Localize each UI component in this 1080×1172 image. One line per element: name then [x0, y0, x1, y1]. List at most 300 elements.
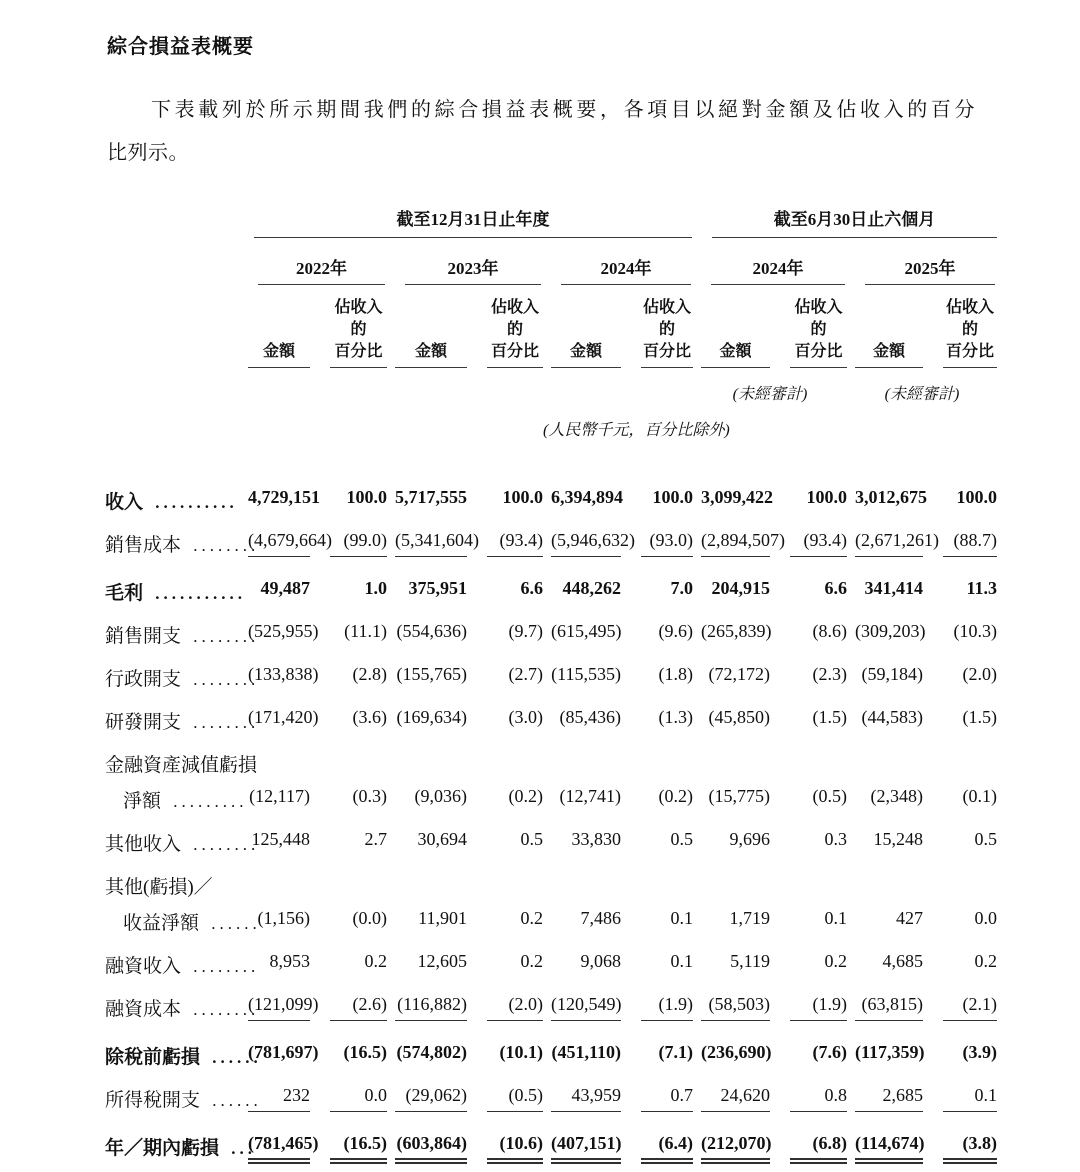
cell-value: (169,634) — [396, 707, 467, 727]
percent-cell — [467, 777, 543, 820]
cell-value: (603,864) — [395, 1133, 467, 1164]
percent-cell — [467, 1119, 543, 1171]
amount-cell — [387, 612, 467, 655]
cell-value: (155,765) — [396, 664, 467, 684]
cell-value: 7,486 — [580, 908, 621, 928]
amount-cell — [543, 1076, 621, 1119]
percent-cell — [467, 1076, 543, 1119]
percent-cell — [770, 820, 847, 863]
percent-cell — [923, 521, 997, 564]
cell-value: 24,620 — [701, 1085, 770, 1112]
percent-cell — [467, 942, 543, 985]
percent-cell — [770, 655, 847, 698]
row-label — [105, 985, 260, 1028]
cell-value: (99.0) — [330, 530, 387, 557]
year-header-2022: 2022年 — [258, 254, 385, 285]
percent-cell — [923, 985, 997, 1028]
amount-cell — [847, 985, 923, 1028]
dot-leader: ........ — [185, 536, 260, 555]
amount-cell — [240, 564, 310, 612]
percent-cell — [621, 985, 693, 1028]
cell-value: 0.2 — [520, 951, 543, 971]
table-row — [105, 612, 997, 655]
dot-leader: ........ — [185, 627, 260, 646]
cell-value: (525,955) — [248, 621, 319, 641]
amount-cell — [543, 612, 621, 655]
percent-cell — [310, 655, 387, 698]
percent-cell — [621, 942, 693, 985]
cell-value: (93.4) — [487, 530, 543, 557]
col-header-amount: 金額 — [543, 297, 621, 368]
unaudited-note: (未經審計) — [732, 386, 808, 403]
cell-value: (114,674) — [855, 1133, 923, 1164]
col-header-amount: 金額 — [693, 297, 770, 368]
amount-cell — [387, 521, 479, 564]
amount-cell — [693, 564, 770, 612]
cell-value: (72,172) — [708, 664, 770, 684]
cell-value: (16.5) — [343, 1042, 387, 1062]
amount-cell — [543, 820, 621, 863]
dot-leader: .......... — [147, 493, 238, 512]
cell-value: 0.3 — [824, 829, 847, 849]
amount-cell — [543, 777, 621, 820]
intro-paragraph-line1: 下表載列於所示期間我們的綜合損益表概要，各項目以絕對金額及佔收入的百分 — [151, 99, 975, 121]
cell-value: (1.5) — [812, 707, 847, 727]
dot-leader: ...... — [203, 914, 261, 933]
cell-value: (0.5) — [487, 1085, 543, 1112]
percent-cell — [467, 564, 543, 612]
cell-value: (121,099) — [248, 994, 310, 1021]
row-label-text: 融資收入 — [105, 956, 182, 977]
amount-cell — [693, 698, 770, 741]
percent-cell — [923, 1028, 997, 1076]
row-label-text: 收益淨額 — [123, 913, 200, 934]
cell-value: 375,951 — [408, 578, 467, 598]
percent-cell — [770, 942, 847, 985]
cell-value: 11,901 — [418, 908, 467, 928]
row-label-text: 除稅前虧損 — [105, 1047, 201, 1068]
amount-cell — [693, 777, 770, 820]
cell-value: (0.2) — [658, 786, 693, 806]
page-title: 綜合損益表概要 — [107, 36, 254, 58]
cell-value: (85,436) — [559, 707, 621, 727]
cell-value: (9.7) — [508, 621, 543, 641]
row-label-text: 研發開支 — [105, 712, 182, 733]
cell-value: (16.5) — [330, 1133, 387, 1164]
amount-cell — [693, 521, 785, 564]
document-page — [0, 30, 1080, 1172]
percent-cell — [310, 564, 387, 612]
cell-value: (45,850) — [708, 707, 770, 727]
percent-cell — [923, 1076, 997, 1119]
cell-value: 204,915 — [711, 578, 770, 598]
amount-cell — [847, 942, 923, 985]
group-header-interim — [712, 205, 997, 238]
amount-cell — [387, 985, 467, 1028]
row-label-text: 金融資產減值虧損 — [105, 755, 258, 776]
amount-cell — [543, 985, 621, 1028]
row-label-text: 淨額 — [123, 791, 162, 812]
unaudited-note: (未經審計) — [884, 386, 960, 403]
cell-value: (265,839) — [701, 621, 772, 641]
table-row — [105, 985, 997, 1028]
cell-value: 100.0 — [346, 487, 387, 507]
amount-cell — [693, 1119, 770, 1171]
cell-value: (15,775) — [708, 786, 770, 806]
table-row — [105, 1028, 997, 1076]
table-row — [105, 820, 997, 863]
percent-cell — [923, 820, 997, 863]
group-header-annual — [254, 205, 692, 238]
cell-value: 100.0 — [806, 487, 847, 507]
cell-value: 2.7 — [364, 829, 387, 849]
row-label — [105, 899, 261, 942]
percent-cell — [923, 777, 997, 820]
cell-value: (407,151) — [551, 1133, 621, 1164]
amount-cell — [847, 612, 926, 655]
percent-cell — [621, 1119, 693, 1171]
cell-value: (171,420) — [248, 707, 319, 727]
amount-cell — [387, 1119, 467, 1171]
cell-value: 3,012,675 — [855, 487, 927, 507]
percent-cell — [621, 899, 693, 942]
dot-leader: ......... — [165, 792, 248, 811]
row-label — [105, 564, 247, 612]
amount-cell — [240, 985, 319, 1028]
dot-leader: ........... — [147, 584, 247, 603]
amount-cell — [240, 655, 319, 698]
cell-value: 0.0 — [974, 908, 997, 928]
percent-cell — [621, 820, 693, 863]
percent-cell — [621, 478, 693, 521]
amount-cell — [847, 698, 923, 741]
cell-value: 1.0 — [364, 578, 387, 598]
amount-cell — [847, 1119, 923, 1171]
amount-cell — [387, 698, 467, 741]
percent-cell — [923, 478, 997, 521]
row-label — [105, 1028, 262, 1076]
table-row — [105, 1076, 997, 1119]
cell-value: (3.0) — [508, 707, 543, 727]
cell-value: 12,605 — [417, 951, 467, 971]
amount-cell — [240, 698, 319, 741]
cell-value: (1,156) — [257, 908, 310, 928]
cell-value: 0.0 — [330, 1085, 387, 1112]
row-label — [105, 478, 240, 521]
col-header-percent: 佔收入的 百分比 — [310, 297, 387, 368]
col-header-amount: 金額 — [847, 297, 923, 368]
amount-cell — [387, 564, 467, 612]
col-header-percent: 佔收入的 百分比 — [923, 297, 997, 368]
cell-value: (0.2) — [508, 786, 543, 806]
percent-cell — [310, 777, 387, 820]
col-header-amount: 金額 — [240, 297, 310, 368]
percent-cell — [923, 612, 997, 655]
amount-cell — [387, 1076, 467, 1119]
percent-cell — [310, 942, 387, 985]
amount-cell — [847, 1028, 923, 1076]
amount-cell — [847, 899, 923, 942]
cell-value: (117,359) — [855, 1042, 925, 1062]
percent-cell — [467, 820, 543, 863]
cell-value: 2,685 — [855, 1085, 923, 1112]
row-label-text: 年／期內虧損 — [105, 1138, 220, 1159]
cell-value: (3.8) — [943, 1133, 997, 1164]
table-row — [105, 777, 997, 820]
dot-leader: ........ — [185, 957, 260, 976]
row-label-text: 銷售開支 — [105, 626, 182, 647]
row-label-text: 銷售成本 — [105, 535, 182, 556]
percent-cell — [770, 521, 847, 564]
cell-value: (44,583) — [861, 707, 923, 727]
table-row — [105, 1119, 997, 1171]
percent-cell — [770, 612, 847, 655]
row-label — [105, 521, 260, 564]
cell-value: 6,394,894 — [551, 487, 623, 507]
percent-cell — [923, 564, 997, 612]
cell-value: 1,719 — [729, 908, 770, 928]
amount-cell — [693, 655, 770, 698]
percent-cell — [923, 698, 997, 741]
cell-value: (93.0) — [641, 530, 693, 557]
row-label — [105, 777, 248, 820]
percent-cell — [467, 521, 543, 564]
cell-value: (1.9) — [641, 994, 693, 1021]
amount-cell — [693, 1028, 770, 1076]
cell-value: 43,959 — [551, 1085, 621, 1112]
cell-value: (236,690) — [701, 1042, 772, 1062]
col-header-percent: 佔收入的 百分比 — [467, 297, 543, 368]
amount-cell — [240, 820, 310, 863]
amount-cell — [693, 820, 770, 863]
amount-cell — [847, 1076, 923, 1119]
table-row — [105, 899, 997, 942]
percent-cell — [310, 985, 387, 1028]
cell-value: (781,697) — [248, 1042, 319, 1062]
amount-cell — [847, 521, 939, 564]
cell-value: (3.6) — [352, 707, 387, 727]
amount-cell — [847, 777, 923, 820]
cell-value: 0.7 — [641, 1085, 693, 1112]
amount-cell — [240, 478, 320, 521]
percent-cell — [770, 899, 847, 942]
percent-cell — [770, 478, 847, 521]
cell-value: (29,062) — [395, 1085, 467, 1112]
cell-value: (115,535) — [551, 664, 621, 684]
cell-value: 0.1 — [943, 1085, 997, 1112]
amount-cell — [387, 655, 467, 698]
amount-cell — [543, 899, 621, 942]
table-row — [105, 863, 997, 899]
percent-cell — [310, 899, 387, 942]
table-row — [105, 741, 997, 777]
unaudited-note-row — [105, 381, 997, 404]
amount-cell — [847, 564, 923, 612]
cell-value: 100.0 — [956, 487, 997, 507]
amount-cell — [847, 478, 927, 521]
amount-cell — [693, 899, 770, 942]
amount-cell — [240, 899, 310, 942]
percent-cell — [923, 655, 997, 698]
amount-cell — [543, 478, 621, 521]
percent-cell — [310, 1119, 387, 1171]
cell-value: (59,184) — [861, 664, 923, 684]
percent-cell — [310, 698, 387, 741]
cell-value: (3.9) — [962, 1042, 997, 1062]
cell-value: (9.6) — [658, 621, 693, 641]
cell-value: (0.1) — [962, 786, 997, 806]
dot-leader: ...... — [204, 1091, 262, 1110]
cell-value: (12,741) — [559, 786, 621, 806]
row-label — [105, 741, 997, 777]
dot-leader: ...... — [204, 1048, 262, 1067]
percent-cell — [621, 698, 693, 741]
percent-cell — [923, 899, 997, 942]
cell-value: 0.5 — [670, 829, 693, 849]
amount-cell — [847, 820, 923, 863]
cell-value: (2,671,261) — [855, 530, 923, 557]
percent-cell — [621, 612, 693, 655]
table-row — [105, 478, 997, 521]
cell-value: (7.6) — [812, 1042, 847, 1062]
group-header-interim-label: 截至6月30日止六個月 — [773, 210, 936, 229]
cell-value: 100.0 — [652, 487, 693, 507]
cell-value: (133,838) — [248, 664, 319, 684]
percent-cell — [310, 1076, 387, 1119]
cell-value: 0.1 — [670, 908, 693, 928]
intro-paragraph-line2: 比列示。 — [107, 142, 189, 164]
cell-value: 427 — [896, 908, 923, 928]
percent-cell — [770, 1028, 847, 1076]
year-header-2024: 2024年 — [561, 254, 691, 285]
cell-value: 0.2 — [974, 951, 997, 971]
row-label-text: 所得稅開支 — [105, 1090, 201, 1111]
cell-value: (63,815) — [855, 994, 923, 1021]
amount-cell — [240, 1076, 310, 1119]
amount-cell — [240, 1119, 319, 1171]
cell-value: 0.1 — [670, 951, 693, 971]
year-header-row — [105, 254, 997, 285]
table-row — [105, 521, 997, 564]
cell-value: 11.3 — [966, 578, 997, 598]
cell-value: 3,099,422 — [701, 487, 773, 507]
row-label — [105, 1119, 257, 1171]
cell-value: (116,882) — [395, 994, 467, 1021]
row-label-text: 其他收入 — [105, 834, 182, 855]
percent-cell — [770, 564, 847, 612]
row-label-text: 收入 — [105, 492, 144, 513]
percent-cell — [770, 777, 847, 820]
cell-value: 30,694 — [417, 829, 467, 849]
amount-cell — [387, 942, 467, 985]
cell-value: 125,448 — [251, 829, 310, 849]
cell-value: (2.6) — [330, 994, 387, 1021]
cell-value: 5,119 — [730, 951, 770, 971]
cell-value: (10.6) — [487, 1133, 543, 1164]
table-body — [105, 478, 997, 1171]
cell-value: (2.3) — [812, 664, 847, 684]
amount-cell — [387, 820, 467, 863]
percent-cell — [923, 942, 997, 985]
table-row — [105, 698, 997, 741]
cell-value: 232 — [248, 1085, 310, 1112]
cell-value: (2.0) — [962, 664, 997, 684]
percent-cell — [467, 899, 543, 942]
year-header-2025-interim: 2025年 — [865, 254, 995, 285]
cell-value: (1.8) — [658, 664, 693, 684]
cell-value: 0.5 — [974, 829, 997, 849]
dot-leader: ........ — [185, 1000, 260, 1019]
cell-value: 6.6 — [824, 578, 847, 598]
amount-cell — [693, 985, 770, 1028]
cell-value: (93.4) — [790, 530, 847, 557]
cell-value: (9,036) — [414, 786, 467, 806]
amount-cell — [240, 521, 332, 564]
percent-cell — [310, 612, 387, 655]
cell-value: (6.8) — [790, 1133, 847, 1164]
percent-cell — [467, 478, 543, 521]
cell-value: 0.8 — [790, 1085, 847, 1112]
year-header-2023: 2023年 — [405, 254, 541, 285]
row-label-text: 毛利 — [105, 583, 144, 604]
cell-value: (212,070) — [701, 1133, 770, 1164]
group-header-annual-label: 截至12月31日止年度 — [396, 210, 550, 229]
cell-value: 0.5 — [520, 829, 543, 849]
cell-value: (2.7) — [508, 664, 543, 684]
amount-cell — [693, 478, 773, 521]
percent-cell — [621, 1076, 693, 1119]
amount-cell — [543, 942, 621, 985]
dot-leader: ... — [223, 1139, 257, 1158]
percent-cell — [310, 1028, 387, 1076]
cell-value: 33,830 — [571, 829, 621, 849]
col-header-percent: 佔收入的 百分比 — [770, 297, 847, 368]
row-label — [105, 942, 260, 985]
col-header-percent: 佔收入的 百分比 — [621, 297, 693, 368]
amount-cell — [847, 655, 923, 698]
cell-value: 0.2 — [364, 951, 387, 971]
cell-value: (7.1) — [658, 1042, 693, 1062]
percent-cell — [310, 478, 387, 521]
cell-value: (0.3) — [352, 786, 387, 806]
row-label — [105, 820, 260, 863]
amount-cell — [543, 655, 621, 698]
dot-leader: ........ — [185, 713, 260, 732]
cell-value: (1.9) — [790, 994, 847, 1021]
col-header-amount: 金額 — [387, 297, 467, 368]
cell-value: 0.2 — [520, 908, 543, 928]
cell-value: 15,248 — [873, 829, 923, 849]
percent-cell — [770, 985, 847, 1028]
row-label — [105, 1076, 262, 1119]
cell-value: 5,717,555 — [395, 487, 467, 507]
cell-value: 49,487 — [260, 578, 310, 598]
cell-value: 100.0 — [502, 487, 543, 507]
amount-cell — [240, 777, 310, 820]
row-label-text: 融資成本 — [105, 999, 182, 1020]
cell-value: (1.3) — [658, 707, 693, 727]
amount-cell — [240, 1028, 319, 1076]
cell-value: (58,503) — [701, 994, 770, 1021]
percent-cell — [621, 1028, 693, 1076]
cell-value: (2,348) — [870, 786, 923, 806]
spacer — [105, 205, 240, 238]
cell-value: (0.0) — [352, 908, 387, 928]
percent-cell — [310, 521, 387, 564]
amount-cell — [693, 942, 770, 985]
amount-cell — [543, 564, 621, 612]
row-label — [105, 655, 260, 698]
